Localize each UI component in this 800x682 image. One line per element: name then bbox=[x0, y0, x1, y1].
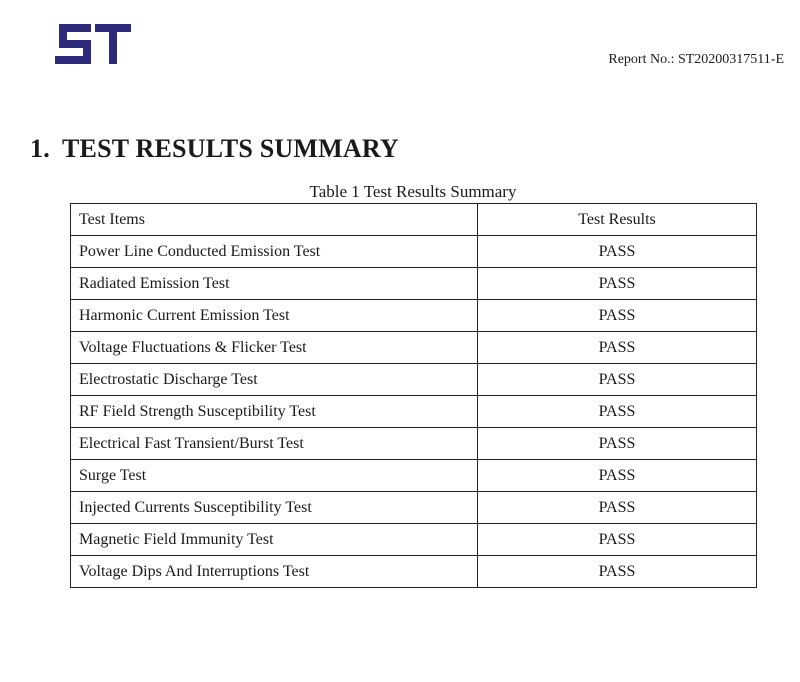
section-number: 1. bbox=[30, 134, 50, 163]
test-item-cell: Voltage Dips And Interruptions Test bbox=[71, 556, 478, 588]
test-result-cell: PASS bbox=[478, 492, 757, 524]
test-item-cell: Voltage Fluctuations & Flicker Test bbox=[71, 332, 478, 364]
test-result-cell: PASS bbox=[478, 524, 757, 556]
test-result-cell: PASS bbox=[478, 556, 757, 588]
table-row bbox=[71, 364, 757, 396]
column-header-test-results: Test Results bbox=[478, 204, 757, 236]
test-result-cell: PASS bbox=[478, 332, 757, 364]
table-row bbox=[71, 236, 757, 268]
test-item-cell: Power Line Conducted Emission Test bbox=[71, 236, 478, 268]
test-results-table bbox=[70, 203, 757, 588]
test-item-cell: Magnetic Field Immunity Test bbox=[71, 524, 478, 556]
test-item-cell: Surge Test bbox=[71, 460, 478, 492]
section-heading bbox=[30, 134, 399, 164]
test-item-cell: Harmonic Current Emission Test bbox=[71, 300, 478, 332]
test-result-cell: PASS bbox=[478, 428, 757, 460]
test-item-cell: RF Field Strength Susceptibility Test bbox=[71, 396, 478, 428]
table-row bbox=[71, 396, 757, 428]
table-row bbox=[71, 556, 757, 588]
table-header-row bbox=[71, 204, 757, 236]
test-item-cell: Electrostatic Discharge Test bbox=[71, 364, 478, 396]
test-result-cell: PASS bbox=[478, 236, 757, 268]
table-row bbox=[71, 492, 757, 524]
section-title: TEST RESULTS SUMMARY bbox=[62, 134, 399, 163]
table-row bbox=[71, 524, 757, 556]
table-row bbox=[71, 332, 757, 364]
test-result-cell: PASS bbox=[478, 364, 757, 396]
test-result-cell: PASS bbox=[478, 300, 757, 332]
table-row bbox=[71, 460, 757, 492]
table-row bbox=[71, 268, 757, 300]
table-row bbox=[71, 300, 757, 332]
st-logo bbox=[55, 24, 131, 64]
test-result-cell: PASS bbox=[478, 268, 757, 300]
test-result-cell: PASS bbox=[478, 396, 757, 428]
test-result-cell: PASS bbox=[478, 460, 757, 492]
test-item-cell: Radiated Emission Test bbox=[71, 268, 478, 300]
table-row bbox=[71, 428, 757, 460]
test-item-cell: Electrical Fast Transient/Burst Test bbox=[71, 428, 478, 460]
table-caption: Table 1 Test Results Summary bbox=[309, 182, 517, 201]
column-header-test-items: Test Items bbox=[71, 204, 478, 236]
test-item-cell: Injected Currents Susceptibility Test bbox=[71, 492, 478, 524]
report-number: Report No.: ST20200317511-E bbox=[608, 52, 784, 67]
